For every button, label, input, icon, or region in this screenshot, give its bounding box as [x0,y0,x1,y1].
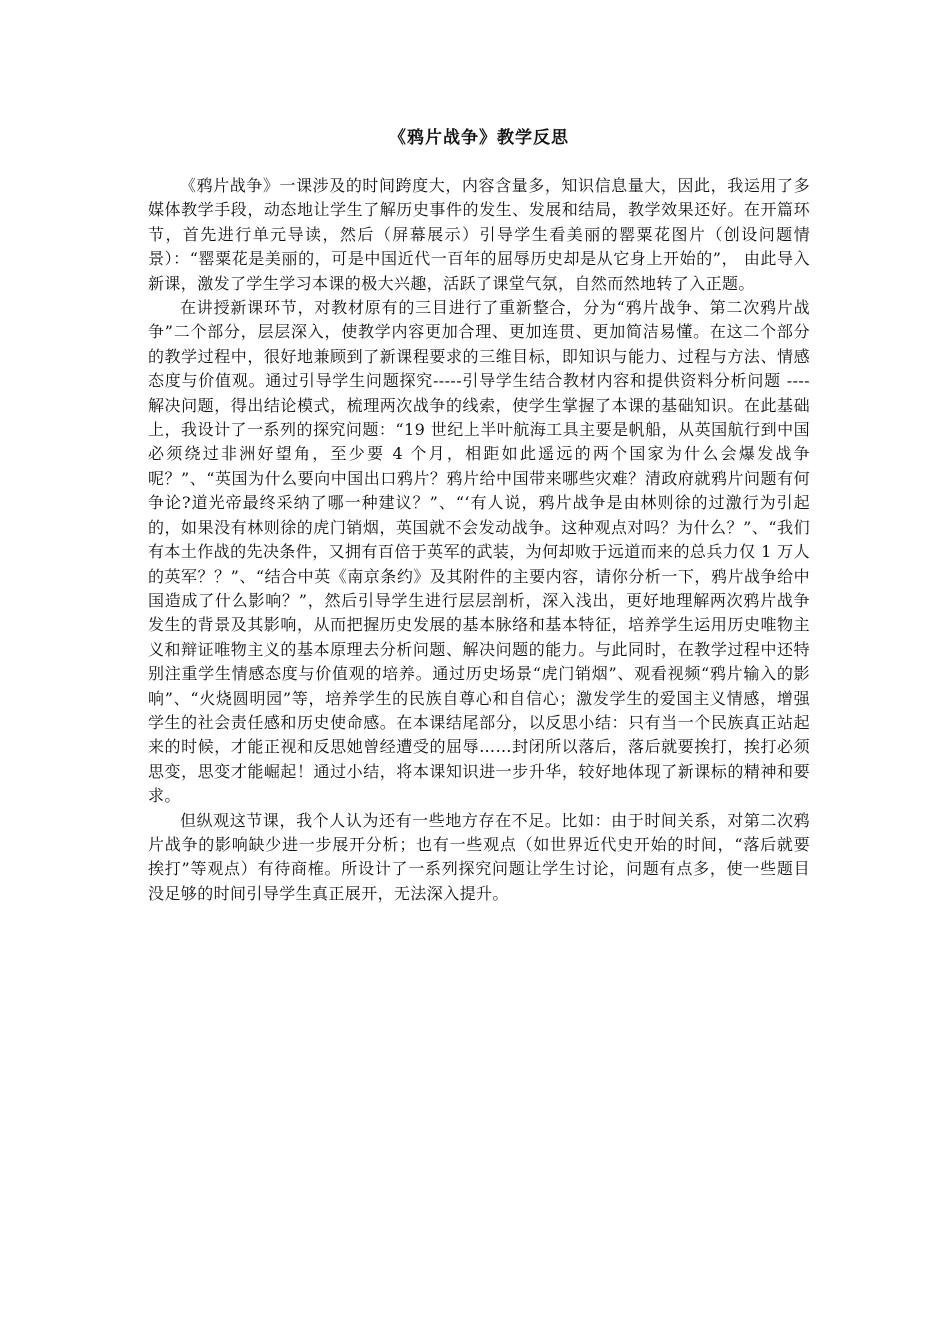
paragraph-shortcomings: 但纵观这节课，我个人认为还有一些地方存在不足。比如：由于时间关系，对第二次鸦片战争的影响缺少进一步展开分析；也有一些观点（如世界近代史开始的时间，“落后就要挨打”等观点）有待商榷。所设计了一系列探究问题让学生讨论，问题有点多，使一些题目没足够的时间引导学生真正展开，无法深入提升。 [148,810,810,903]
paragraph-intro: 《鸦片战争》一课涉及的时间跨度大，内容含量多，知识信息量大，因此，我运用了多媒体教学手段，动态地让学生了解历史事件的发生、发展和结局，教学效果还好。在开篇环节，首先进行单元导读，然后（屏幕展示）引导学生看美丽的罂粟花图片（创设问题情景）：“罂粟花是美丽的，可是中国近代一百年的屈辱历史却是从它身上开始的”， 由此导入新课，激发了学生学习本课的极大兴趣，活跃了课堂气氛，自然而然地转了入正题。 [148,176,810,293]
paragraph-new-lesson: 在讲授新课环节，对教材原有的三目进行了重新整合，分为“鸦片战争、第二次鸦片战争”二个部分，层层深入，使教学内容更加合理、更加连贯、更加简洁易懂。在这二个部分的教学过程中，很好地兼顾到了新课程要求的三维目标，即知识与能力、过程与方法、情感态度与价值观。通过引导学生问题探究-----引导学生结合教材内容和提供资料分析问题 ----解决问题，得出结论模式，梳理两次战争的线索，使学生掌握了本课的基础知识。在此基础上，我设计了一系列的探究问题：“19 世纪上半叶航海工具主要是帆船，从英国航行到中国必须绕过非洲好望角，至少要 4 个月，相距如此遥远的两个国家为什么会爆发战争呢？”、“英国为什么要向中国出口鸦片？鸦片给中国带来哪些灾难？清政府就鸦片问题有何争论?道光帝最终采纳了哪一种建议？”、“‘有人说，鸦片战争是由林则徐的过激行为引起的，如果没有林则徐的虎门销烟，英国就不会发动战争。这种观点对吗？为什么？”、“我们有本土作战的先决条件，又拥有百倍于英军的武装，为何却败于远道而来的总兵力仅 1 万人的英军？？”、“结合中英《南京条约》及其附件的主要内容，请你分析一下，鸦片战争给中国造成了什么影响？”，然后引导学生进行层层剖析，深入浅出，更好地理解两次鸦片战争发生的背景及其影响，从而把握历史发展的基本脉络和基本特征，培养学生运用历史唯物主义和辩证唯物主义的基本原理去分析问题、解决问题的能力。与此同时，在教学过程中还特别注重学生情感态度与价值观的培养。通过历史场景“虎门销烟”、观看视频“鸦片输入的影响”、“火烧圆明园”等，培养学生的民族自尊心和自信心；激发学生的爱国主义情感，增强学生的社会责任感和历史使命感。在本课结尾部分，以反思小结：只有当一个民族真正站起来的时候，才能正视和反思她曾经遭受的屈辱……封闭所以落后，落后就要挨打，挨打必须思变，思变才能崛起！通过小结，将本课知识进一步升华，较好地体现了新课标的精神和要求。 [148,298,810,806]
document-body [148,174,810,906]
document-page [148,0,810,1344]
document-title: 《鸦片战争》教学反思 [389,128,569,148]
